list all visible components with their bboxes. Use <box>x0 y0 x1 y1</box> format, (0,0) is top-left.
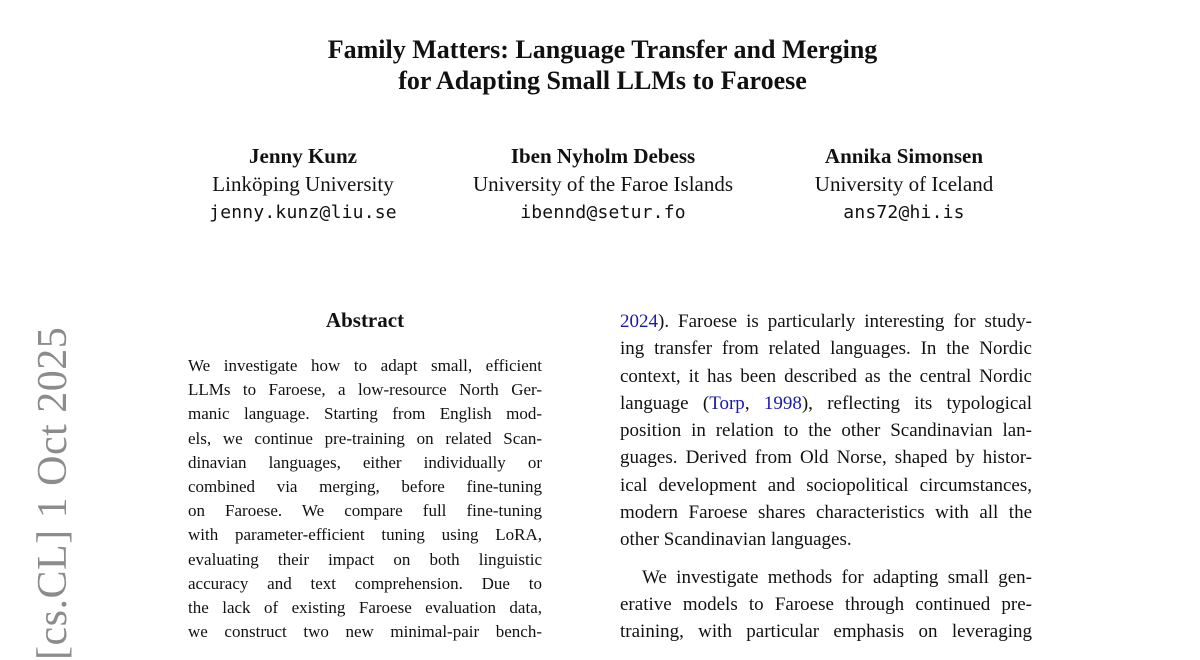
intro-line <box>620 308 1032 335</box>
author-name: Iben Nyholm Debess <box>510 144 696 168</box>
intro-text: , <box>744 392 764 414</box>
abstract-line: LLMs to Faroese, a low-resource North Ger- <box>188 380 542 400</box>
intro-line: context, it has been described as the central Nordic <box>620 365 1032 387</box>
author-email: ans72@hi.is <box>843 202 965 223</box>
abstract-line: dinavian languages, either individually or <box>188 452 542 472</box>
author-affiliation: Linköping University <box>212 172 394 196</box>
arxiv-stamp: [cs.CL] 1 Oct 2025 <box>30 326 76 660</box>
abstract-line: the lack of existing Faroese evaluation data, <box>188 597 542 617</box>
author-1 <box>209 142 397 227</box>
abstract-line: with parameter-efficient tuning using LoRA, <box>188 525 542 545</box>
author-affiliation: University of the Faroe Islands <box>472 172 734 196</box>
intro-column <box>620 308 1032 646</box>
intro-text: ). Faroese is particularly interesting for study- <box>658 311 1032 332</box>
abstract-line: els, we continue pre-training on related Scan- <box>188 428 542 448</box>
author-email: ibennd@setur.fo <box>520 202 686 223</box>
intro-line: We investigate methods for adapting small gen- <box>642 566 1032 588</box>
intro-line <box>620 390 1032 417</box>
intro-line: guages. Derived from Old Norse, shaped by histor- <box>620 447 1032 469</box>
citation-link[interactable]: 2024 <box>620 311 658 332</box>
abstract-line: evaluating their impact on both linguistic <box>188 549 542 569</box>
intro-line: erative models to Faroese through continued pre- <box>620 593 1032 615</box>
author-3 <box>815 142 993 227</box>
abstract-line: we construct two new minimal-pair bench- <box>188 622 542 642</box>
intro-line: ical development and sociopolitical circumstances, <box>620 474 1032 496</box>
abstract-body <box>188 354 542 644</box>
author-name: Annika Simonsen <box>824 144 984 168</box>
abstract-line: on Faroese. We compare full fine-tuning <box>188 501 542 521</box>
author-affiliation: University of Iceland <box>814 172 994 196</box>
author-2 <box>473 142 733 227</box>
title-line-1: Family Matters: Language Transfer and Merging <box>327 35 878 64</box>
intro-line: ing transfer from related languages. In the Nordic <box>620 338 1032 360</box>
abstract-heading: Abstract <box>325 308 405 332</box>
author-block <box>0 142 1200 232</box>
intro-line: modern Faroese shares characteristics with all the <box>620 502 1032 524</box>
citation-link[interactable]: 1998 <box>763 392 802 414</box>
intro-line: position in relation to the other Scandinavian lan- <box>620 420 1032 442</box>
author-name: Jenny Kunz <box>249 144 357 168</box>
abstract-line: We investigate how to adapt small, efficient <box>188 356 542 375</box>
title-line-2: for Adapting Small LLMs to Faroese <box>398 66 807 95</box>
intro-line: training, with particular emphasis on leveraging <box>620 621 1032 643</box>
paper-title <box>0 34 1200 96</box>
intro-text: language ( <box>620 392 710 414</box>
abstract-line: combined via merging, before fine-tuning <box>188 476 542 496</box>
author-email: jenny.kunz@liu.se <box>209 202 397 223</box>
abstract-line: manic language. Starting from English mod- <box>188 404 542 424</box>
intro-line: other Scandinavian languages. <box>620 529 852 551</box>
citation-link[interactable]: Torp <box>709 392 745 414</box>
intro-text: ), reflecting its typological <box>801 392 1033 414</box>
abstract-line: accuracy and text comprehension. Due to <box>188 573 542 593</box>
